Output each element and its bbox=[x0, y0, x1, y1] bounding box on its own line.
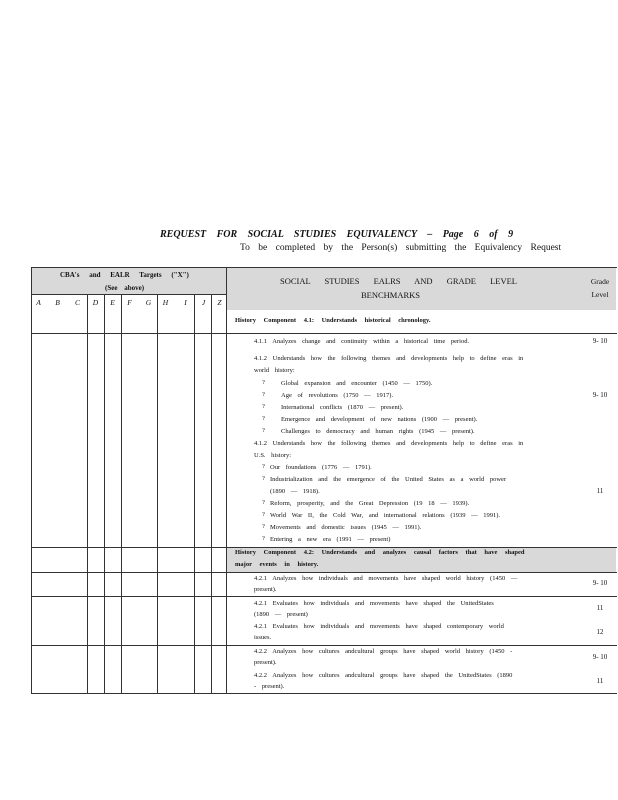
benchmark-4-1-2-us: 4.1.2 Understands how the following themes and developments help to define eras in bbox=[254, 440, 524, 447]
cba-header: CBA's and EALR Targets ("X") bbox=[60, 271, 189, 279]
list-item: Challenges to democracy and human rights (1945 — present). bbox=[281, 428, 475, 435]
grade-level: 11 bbox=[596, 677, 604, 685]
list-item: International conflicts (1870 — present). bbox=[281, 404, 404, 411]
benchmark-4-2-1-us-cont: (1890 — present) bbox=[254, 611, 308, 618]
benchmark-4-1-2-world: 4.1.2 Understands how the following themes and developments help to define eras in bbox=[254, 355, 524, 362]
bullet-icon: ? bbox=[262, 523, 265, 530]
column-i: I bbox=[184, 298, 187, 307]
column-g: G bbox=[145, 298, 152, 307]
grade-level: 9- 10 bbox=[592, 653, 608, 661]
benchmark-4-2-1-world: 4.2.1 Analyzes how individuals and movements have shaped world history (1450 — bbox=[254, 575, 518, 582]
benchmarks-header-shade bbox=[226, 268, 616, 310]
list-item: Emergence and development of new nations (1900 — present). bbox=[281, 416, 478, 423]
bullet-icon: ? bbox=[262, 379, 265, 386]
grade-level: 11 bbox=[596, 604, 604, 612]
section2-heading-cont: major events in history. bbox=[235, 561, 319, 568]
benchmark-4-2-1-contemporary-cont: issues. bbox=[254, 634, 272, 641]
benchmark-4-2-2-world-cont: present). bbox=[254, 659, 277, 666]
bullet-icon: ? bbox=[262, 475, 265, 482]
bullet-icon: ? bbox=[262, 511, 265, 518]
bullet-icon: ? bbox=[262, 403, 265, 410]
form-title bbox=[0, 229, 618, 240]
bullet-icon: ? bbox=[262, 415, 265, 422]
bullet-icon: ? bbox=[262, 463, 265, 470]
bullet-icon: ? bbox=[262, 391, 265, 398]
list-item: World War II, the Cold War, and international relations (1939 — 1991). bbox=[270, 512, 501, 519]
benchmark-4-2-1-us: 4.2.1 Evaluates how individuals and movements have shaped the UnitedStates bbox=[254, 600, 494, 607]
benchmarks-header-2: BENCHMARKS bbox=[361, 290, 421, 300]
column-j: J bbox=[201, 298, 206, 307]
column-b: B bbox=[55, 298, 60, 307]
benchmark-4-1-2-us-cont: U.S. history: bbox=[254, 452, 292, 459]
form-subtitle: To be completed by the Person(s) submitting the Equivalency Request bbox=[240, 243, 562, 253]
grade-level: 11 bbox=[596, 487, 604, 495]
grade-level: 9- 10 bbox=[592, 579, 608, 587]
column-d: D bbox=[92, 298, 99, 307]
cba-header-note: (See above) bbox=[105, 284, 145, 292]
list-item: Global expansion and encounter (1450 — 1750). bbox=[281, 380, 433, 387]
benchmark-4-2-2-world: 4.2.2 Analyzes how cultures andcultural groups have shaped world history (1450 - bbox=[254, 648, 513, 655]
list-item: Entering a new era (1991 — present) bbox=[270, 536, 391, 543]
column-f: F bbox=[127, 298, 132, 307]
bullet-icon: ? bbox=[262, 535, 265, 542]
form-title-text: REQUEST FOR SOCIAL STUDIES EQUIVALENCY bbox=[160, 229, 417, 240]
column-h: H bbox=[162, 298, 169, 307]
section1-heading: History Component 4.1: Understands historical chronology. bbox=[235, 317, 431, 324]
page-number: – Page 6 of 9 bbox=[427, 229, 514, 240]
benchmark-4-2-1-contemporary: 4.2.1 Evaluates how individuals and movements have shaped contemporary world bbox=[254, 623, 504, 630]
list-item: Age of revolutions (1750 — 1917). bbox=[281, 392, 394, 399]
column-z: Z bbox=[217, 298, 222, 307]
column-e: E bbox=[110, 298, 115, 307]
bullet-icon: ? bbox=[262, 427, 265, 434]
benchmark-4-2-2-us-cont: - present). bbox=[254, 683, 285, 690]
list-item: Movements and domestic issues (1945 — 1991). bbox=[270, 524, 422, 531]
benchmark-4-1-2-world-cont: world history: bbox=[254, 367, 295, 374]
grade-header-2: Level bbox=[591, 290, 609, 299]
column-c: C bbox=[74, 298, 80, 307]
section2-heading: History Component 4.2: Understands and analyzes causal factors that have shaped bbox=[235, 549, 525, 556]
column-a: A bbox=[36, 298, 41, 307]
grade-header: Grade bbox=[590, 277, 610, 286]
list-item: Reform, prosperity, and the Great Depression (19 18 — 1939). bbox=[270, 500, 470, 507]
benchmark-4-2-1-world-cont: present). bbox=[254, 586, 277, 593]
list-item: Industrialization and the emergence of the United States as a world power bbox=[270, 476, 507, 483]
grade-level: 12 bbox=[596, 628, 604, 636]
list-item: Our foundations (1776 — 1791). bbox=[270, 464, 372, 471]
list-item: (1890 — 1918). bbox=[270, 488, 320, 495]
benchmarks-header: SOCIAL STUDIES EALRS AND GRADE LEVEL bbox=[280, 276, 518, 286]
grade-level: 9- 10 bbox=[592, 391, 608, 399]
bullet-icon: ? bbox=[262, 499, 265, 506]
grade-level: 9- 10 bbox=[592, 337, 608, 345]
benchmark-4-2-2-us: 4.2.2 Analyzes how cultures andcultural groups have shaped the UnitedStates (1890 bbox=[254, 672, 513, 679]
benchmark-4-1-1: 4.1.1 Analyzes change and continuity within a historical time period. bbox=[254, 338, 470, 345]
